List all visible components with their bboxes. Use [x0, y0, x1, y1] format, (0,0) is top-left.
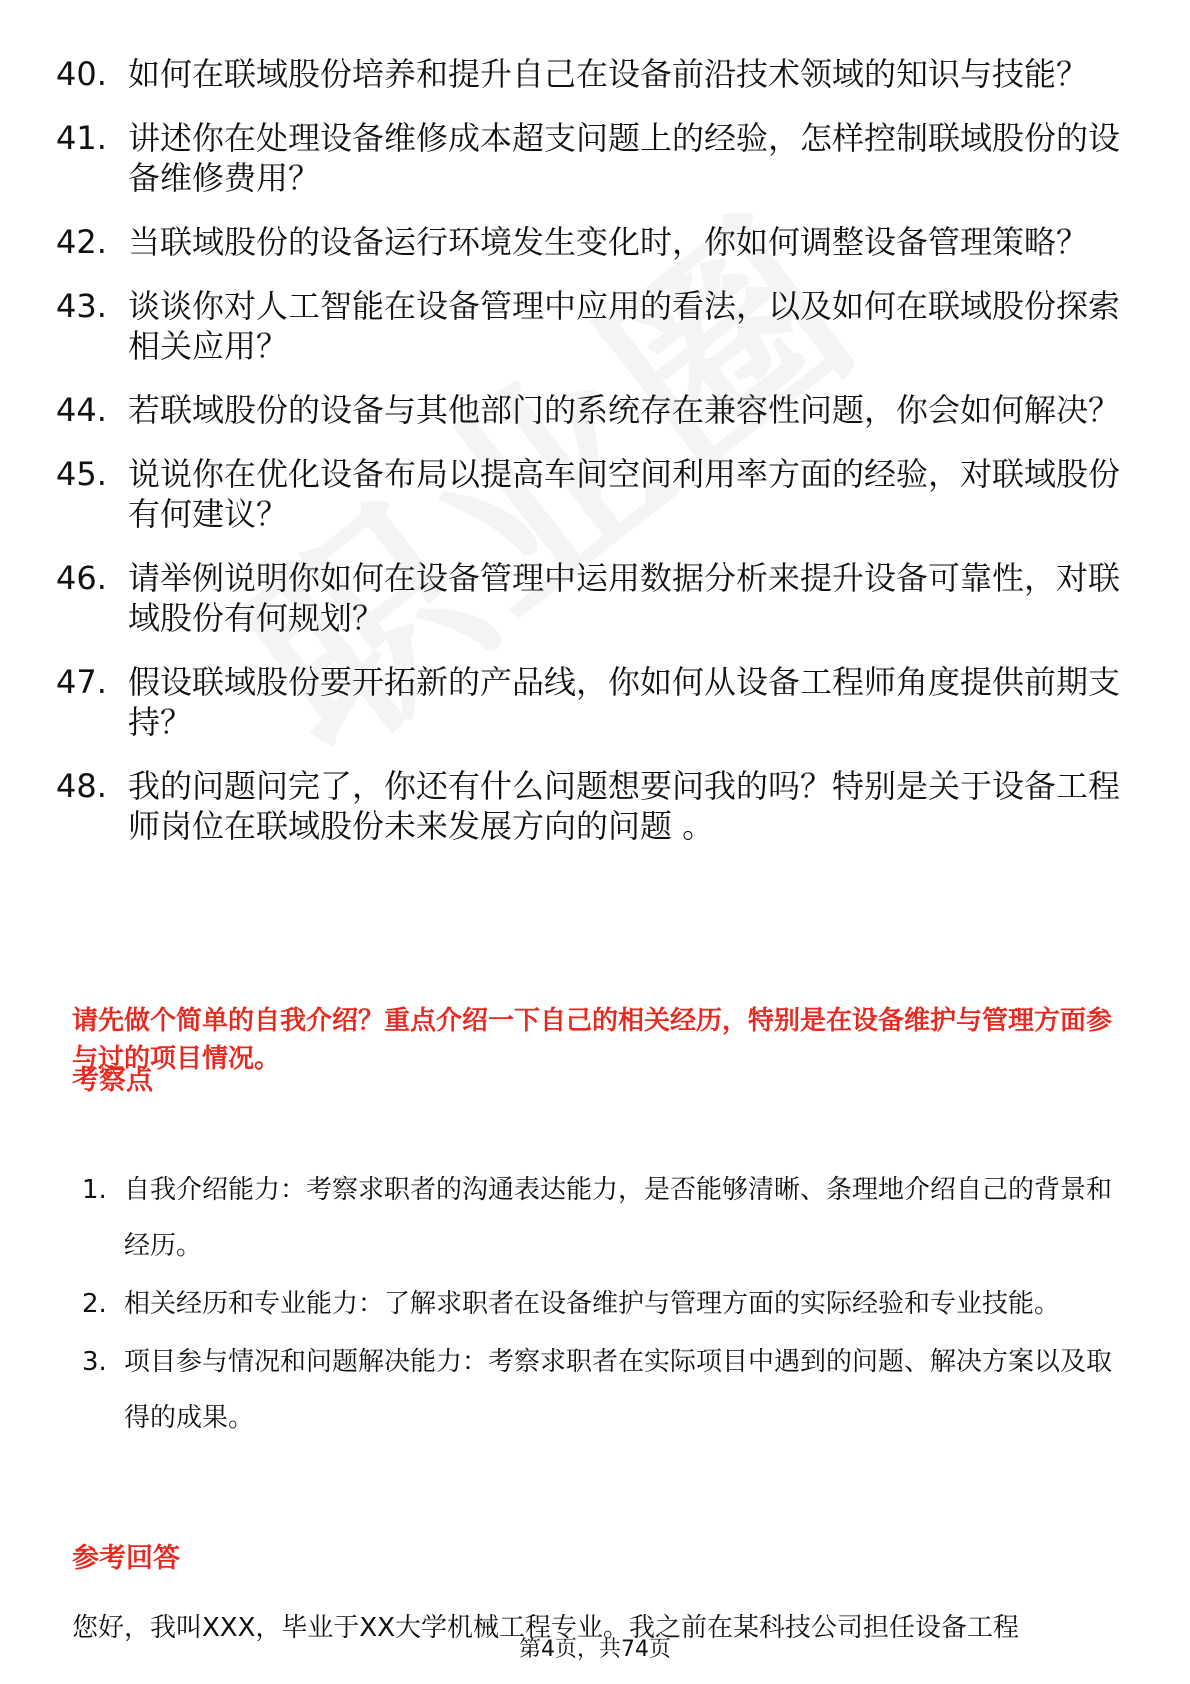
question-text: 假设联域股份要开拓新的产品线，你如何从设备工程师角度提供前期支持？: [128, 663, 1121, 741]
question-number: 42.: [56, 223, 107, 261]
question-list: [56, 54, 1126, 870]
question-number: 41.: [56, 119, 107, 157]
intro-question: 请先做个简单的自我介绍？重点介绍一下自己的相关经历，特别是在设备维护与管理方面参与过的项目情况。: [72, 1006, 1113, 1074]
question-item: [56, 558, 1126, 638]
point-number: 1.: [82, 1175, 107, 1205]
point-item: [82, 1276, 1132, 1332]
answer-heading: 参考回答: [72, 1543, 180, 1574]
point-number: 2.: [82, 1289, 107, 1319]
question-item: [56, 54, 1126, 94]
question-item: [56, 222, 1126, 262]
point-item: [82, 1162, 1132, 1274]
point-text: 自我介绍能力：考察求职者的沟通表达能力，是否能够清晰、条理地介绍自己的背景和经历。: [124, 1175, 1113, 1261]
page-footer: 第4页，共74页: [519, 1637, 671, 1662]
question-item: [56, 766, 1126, 846]
point-item: [82, 1334, 1132, 1446]
question-text: 若联域股份的设备与其他部门的系统存在兼容性问题，你会如何解决？: [128, 391, 1121, 429]
point-number: 3.: [82, 1347, 107, 1377]
question-number: 47.: [56, 663, 107, 701]
answer-text: 您好，我叫XXX，毕业于XX大学机械工程专业。我之前在某科技公司担任设备工程: [72, 1613, 1020, 1643]
question-text: 如何在联域股份培养和提升自己在设备前沿技术领域的知识与技能？: [128, 55, 1089, 93]
point-text: 相关经历和专业能力：了解求职者在设备维护与管理方面的实际经验和专业技能。: [124, 1289, 1061, 1319]
question-number: 45.: [56, 455, 107, 493]
question-text: 当联域股份的设备运行环境发生变化时，你如何调整设备管理策略？: [128, 223, 1089, 261]
question-number: 46.: [56, 559, 107, 597]
question-text: 谈谈你对人工智能在设备管理中应用的看法，以及如何在联域股份探索相关应用？: [128, 287, 1121, 365]
question-text: 说说你在优化设备布局以提高车间空间利用率方面的经验，对联域股份有何建议？: [128, 455, 1121, 533]
points-heading: 考察点: [72, 1065, 153, 1096]
points-list: [82, 1162, 1132, 1448]
question-text: 讲述你在处理设备维修成本超支问题上的经验，怎样控制联域股份的设备维修费用？: [128, 119, 1121, 197]
question-item: [56, 390, 1126, 430]
question-number: 44.: [56, 391, 107, 429]
question-text: 请举例说明你如何在设备管理中运用数据分析来提升设备可靠性，对联域股份有何规划？: [128, 559, 1121, 637]
question-item: [56, 118, 1126, 198]
question-number: 48.: [56, 767, 107, 805]
question-item: [56, 286, 1126, 366]
question-number: 43.: [56, 287, 107, 325]
question-item: [56, 662, 1126, 742]
question-item: [56, 454, 1126, 534]
question-number: 40.: [56, 55, 107, 93]
question-text: 我的问题问完了，你还有什么问题想要问我的吗？特别是关于设备工程师岗位在联域股份未来发展方向的问题 。: [128, 767, 1121, 845]
point-text: 项目参与情况和问题解决能力：考察求职者在实际项目中遇到的问题、解决方案以及取得的成果。: [124, 1347, 1113, 1433]
